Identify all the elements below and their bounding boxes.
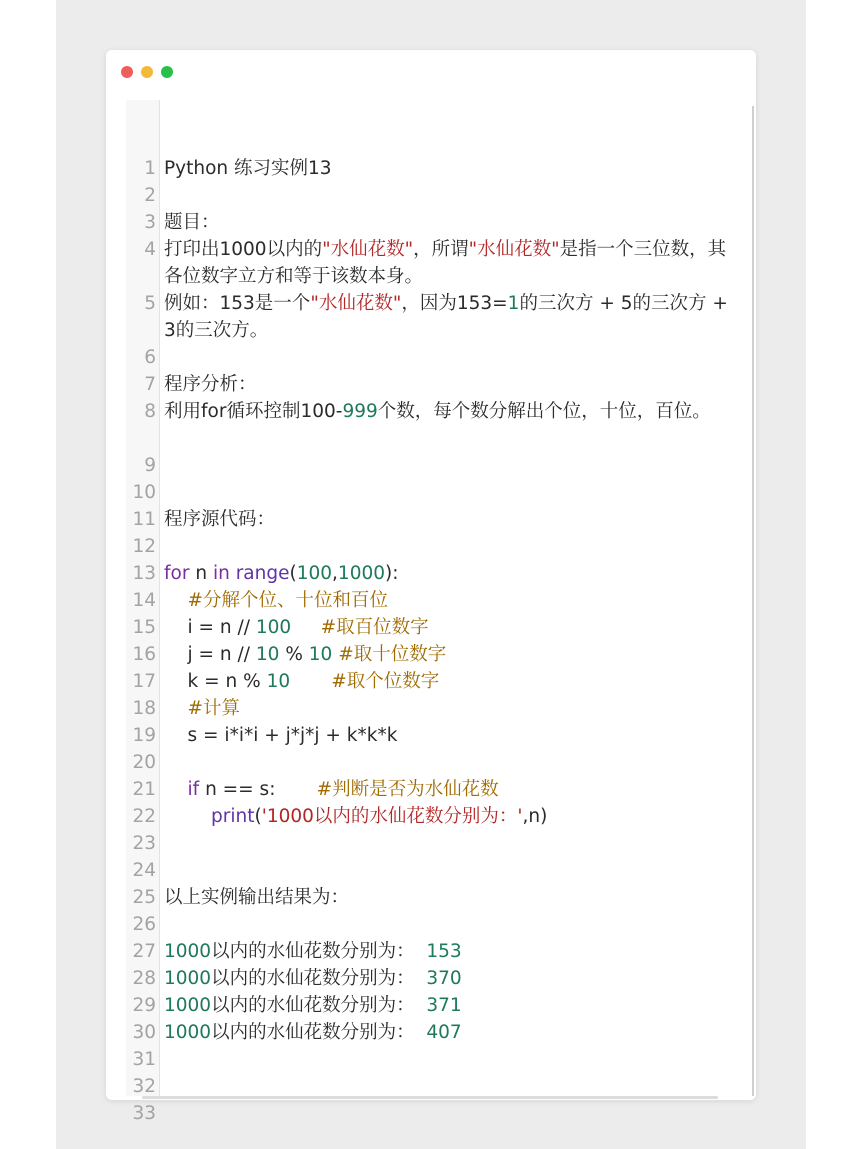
line-number: 28: [132, 968, 156, 989]
code-token: 程序分析：: [164, 374, 257, 395]
line-number: 6: [144, 347, 156, 368]
line-number: 27: [132, 941, 156, 962]
code-editor[interactable]: [126, 100, 754, 1124]
code-token: n: [189, 563, 213, 584]
code-text: [164, 398, 729, 425]
code-token: (: [289, 563, 297, 584]
code-number: 153: [426, 941, 462, 962]
line-number: 30: [132, 1022, 156, 1043]
code-token: 以内的水仙花数分别为：: [211, 968, 427, 989]
code-text: [164, 722, 729, 749]
code-function: print: [211, 806, 255, 827]
line-number: 11: [132, 509, 156, 530]
code-text: [164, 695, 729, 722]
line-number: 20: [132, 752, 156, 773]
line-number: 10: [132, 482, 156, 503]
code-token: [164, 698, 188, 719]
code-text: [164, 155, 729, 182]
code-token: 例如：153是一个: [164, 293, 311, 314]
line-number: 29: [132, 995, 156, 1016]
code-number: 100: [255, 617, 292, 638]
code-number: 1: [507, 293, 520, 314]
code-token: [291, 617, 320, 638]
line-number: 21: [132, 779, 156, 800]
code-keyword: if: [187, 779, 200, 800]
line-number: 25: [132, 887, 156, 908]
code-text: [164, 290, 734, 344]
code-text: [164, 776, 729, 803]
code-token: ):: [385, 563, 399, 584]
code-token: (: [254, 806, 262, 827]
code-text: [164, 587, 729, 614]
line-number: 26: [132, 914, 156, 935]
code-number: 370: [426, 968, 462, 989]
code-text: [164, 1019, 729, 1046]
code-token: k = n %: [164, 671, 267, 692]
maximize-button[interactable]: [161, 66, 173, 78]
code-number: 1000: [164, 968, 212, 989]
code-token: j = n //: [164, 644, 256, 665]
line-number: 4: [144, 239, 156, 260]
code-comment: #计算: [187, 698, 241, 719]
code-token: 利用for循环控制100-: [164, 401, 343, 422]
code-string: "水仙花数": [468, 239, 560, 260]
minimize-button[interactable]: [141, 66, 153, 78]
code-keyword: for: [164, 563, 190, 584]
code-token: [164, 590, 188, 611]
code-text: [164, 938, 729, 965]
line-number: 23: [132, 833, 156, 854]
line-number: 14: [132, 590, 156, 611]
code-comment: #分解个位、十位和百位: [187, 590, 389, 611]
code-text: [164, 236, 729, 290]
vertical-scrollbar[interactable]: [752, 106, 754, 1096]
code-text: [164, 803, 729, 830]
code-number: 10: [266, 671, 291, 692]
line-number: 13: [132, 563, 156, 584]
code-token: 程序源代码：: [164, 509, 276, 530]
code-token: ,n): [522, 806, 548, 827]
line-number: 2: [144, 185, 156, 206]
code-token: 题目：: [164, 212, 220, 233]
code-token: [164, 779, 188, 800]
code-number: 100: [296, 563, 333, 584]
line-number: 31: [132, 1049, 156, 1070]
code-token: 个数，每个数分解出个位，十位，百位。: [377, 401, 711, 422]
line-number: 5: [144, 293, 156, 314]
code-token: 的三次方 + 5的三次方 + 3的三次方。: [164, 293, 734, 341]
line-number: 18: [132, 698, 156, 719]
code-number: 1000: [164, 1022, 212, 1043]
code-text: [164, 965, 729, 992]
line-number: 1: [144, 158, 156, 179]
code-token: ，所谓: [413, 239, 469, 260]
code-function: range: [235, 563, 290, 584]
line-number: 24: [132, 860, 156, 881]
code-token: 以上实例输出结果为：: [164, 887, 350, 908]
code-text: [164, 992, 729, 1019]
line-number: 7: [144, 374, 156, 395]
code-text: [164, 371, 729, 398]
code-string: "水仙花数": [310, 293, 402, 314]
close-button[interactable]: [121, 66, 133, 78]
line-number: 3: [144, 212, 156, 233]
code-text: [164, 560, 729, 587]
code-token: n == s:: [199, 779, 317, 800]
code-text: [164, 641, 729, 668]
code-number: 1000: [164, 941, 212, 962]
code-token: [164, 806, 211, 827]
code-token: 以内的水仙花数分别为：: [211, 941, 427, 962]
line-number: 17: [132, 671, 156, 692]
line-number: 12: [132, 536, 156, 557]
code-number: 10: [308, 644, 333, 665]
line-number: 8: [144, 401, 156, 422]
code-token: 打印出1000以内的: [164, 239, 323, 260]
code-string: "水仙花数": [322, 239, 414, 260]
line-number: 16: [132, 644, 156, 665]
code-token: i = n //: [164, 617, 256, 638]
code-token: %: [279, 644, 309, 665]
code-token: s = i*i*i + j*j*j + k*k*k: [164, 725, 398, 746]
code-string: '1000以内的水仙花数分别为：': [261, 806, 523, 827]
code-token: ，因为153=: [401, 293, 508, 314]
code-text: [164, 668, 729, 695]
horizontal-scrollbar[interactable]: [142, 1096, 718, 1099]
code-window: [106, 50, 756, 1124]
line-number: 32: [132, 1076, 156, 1097]
code-comment: #取十位数字: [338, 644, 447, 665]
code-token: 是指一个三位数，其各位数字立方和等于该数本身。: [164, 239, 727, 287]
line-number: 33: [132, 1103, 156, 1124]
code-comment: #取个位数字: [331, 671, 440, 692]
line-number: 19: [132, 725, 156, 746]
code-comment: #判断是否为水仙花数: [316, 779, 499, 800]
code-number: 1000: [337, 563, 386, 584]
line-number: 22: [132, 806, 156, 827]
code-number: 10: [255, 644, 280, 665]
code-keyword: in: [212, 563, 230, 584]
code-token: 以内的水仙花数分别为：: [211, 1022, 427, 1043]
code-text: [164, 506, 729, 533]
line-number: 15: [132, 617, 156, 638]
code-number: 999: [342, 401, 378, 422]
code-token: ,: [332, 563, 338, 584]
code-number: 407: [426, 1022, 462, 1043]
code-text: [164, 884, 729, 911]
code-text: [164, 209, 729, 236]
line-number: 9: [144, 455, 156, 476]
code-number: 1000: [164, 995, 212, 1016]
code-token: Python 练习实例13: [164, 158, 332, 179]
code-token: [290, 671, 331, 692]
code-comment: #取百位数字: [320, 617, 429, 638]
code-token: 以内的水仙花数分别为：: [211, 995, 427, 1016]
code-text: [164, 614, 729, 641]
code-number: 371: [426, 995, 462, 1016]
